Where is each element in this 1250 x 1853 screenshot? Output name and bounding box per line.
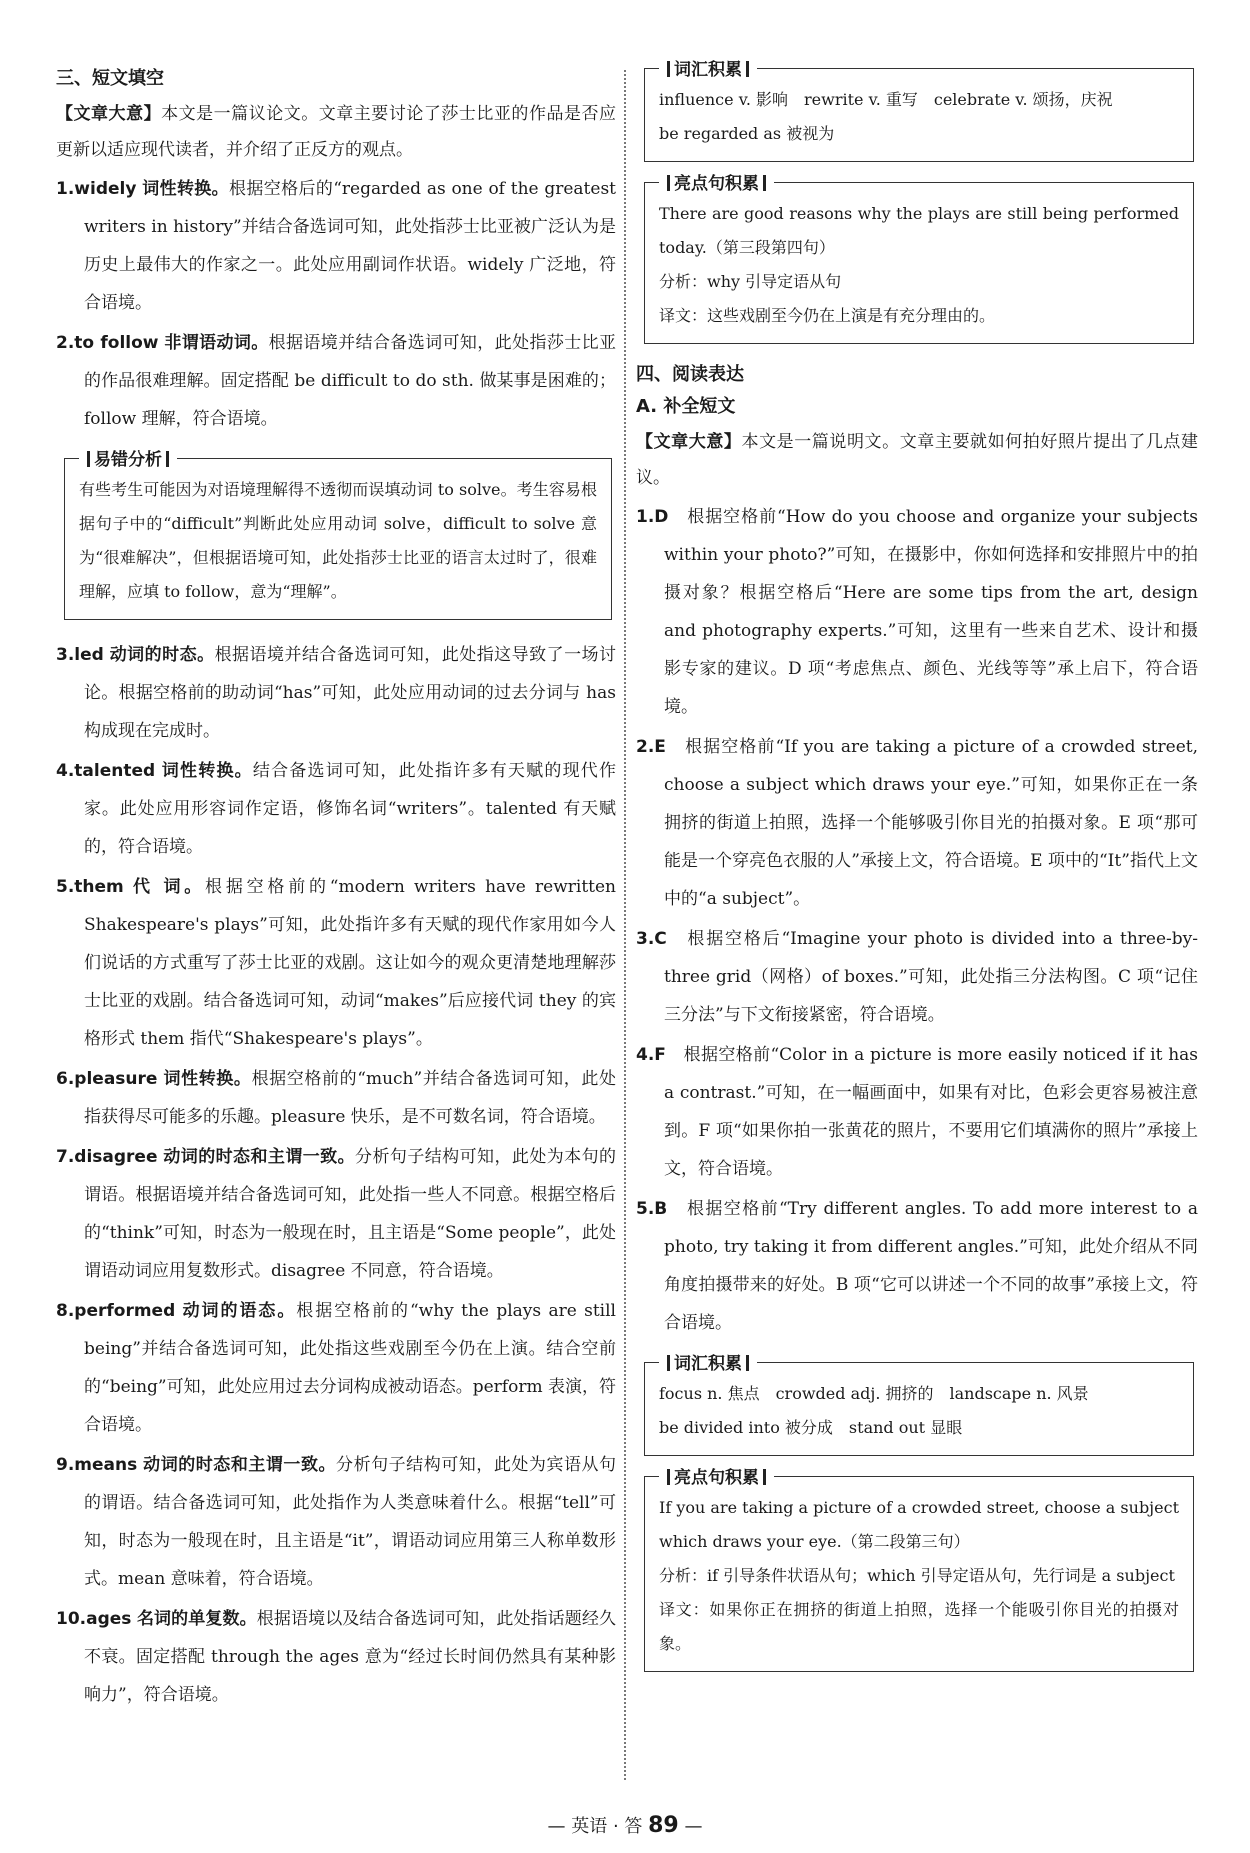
answer-item [56, 868, 616, 1058]
footer-prefix: — 英语 · 答 [547, 1816, 643, 1837]
error-analysis-title: 易错分析 [79, 445, 177, 470]
section-title-cloze: 三、短文填空 [56, 68, 164, 89]
vocab-line: be regarded as 被视为 [659, 124, 835, 143]
answer-text: 根据空格前“Try different angles. To add more interest to a photo, try taking it from different angles.”可知，此处介绍从不同角度拍摄带来的好处。B 项“它可以讲述一个不同的故事”承接上文，符合语境。 [664, 1199, 1198, 1333]
page-number: 89 [648, 1813, 679, 1838]
answer-number: 6.pleasure [56, 1069, 158, 1089]
vocab-line: influence v. 影响 rewrite v. 重写 celebrate v. 颂扬，庆祝 [659, 90, 1113, 109]
answer-number: 5.B [636, 1199, 668, 1219]
answer-text: 根据空格前的“why the plays are still being”并结合备选词可知，此处指这些戏剧至今仍在上演。结合空前的“being”可知，此处应用过去分词构成被动语态。perform 表演，符合语境。 [84, 1301, 616, 1435]
subsection-title: A. 补全短文 [636, 396, 736, 417]
answer-number: 3.C [636, 929, 667, 949]
answer-number: 9.means [56, 1455, 138, 1475]
answer-text: 根据空格前“How do you choose and organize your subjects within your photo?”可知，在摄影中，你如何选择和安排照片中的拍摄对象？根据空格后“Here are some tips from the art, design and photography experts.”可知，这里有一些来自艺术、设计和摄影专家的建议。D 项“考虑焦点、颜色、光线等等”承上启下，符合语境。 [664, 507, 1198, 717]
vocab-line: focus n. 焦点 crowded adj. 拥挤的 landscape n. 风景 [659, 1384, 1089, 1403]
answer-text: 分析句子结构可知，此处为宾语从句的谓语。结合备选词可知，此处指作为人类意味着什么。根据“tell”可知，时态为一般现在时，且主语是“it”，谓语动词应用第三人称单数形式。mean 意味着，符合语境。 [84, 1455, 617, 1589]
answer-number: 4.F [636, 1045, 666, 1065]
answer-number: 5.them [56, 877, 124, 897]
summary-text: 本文是一篇说明文。文章主要就如何拍好照片提出了几点建议。 [636, 432, 1198, 488]
answer-number: 10.ages [56, 1609, 132, 1629]
answer-list-3 [636, 498, 1198, 1342]
answer-number: 2.to follow [56, 333, 159, 353]
section-title-reading: 四、阅读表达 [636, 364, 744, 385]
answer-item [56, 752, 616, 866]
answer-number: 2.E [636, 737, 666, 757]
answer-item [56, 1060, 616, 1136]
vocab-line: be divided into 被分成 stand out 显眼 [659, 1418, 963, 1437]
highlight-sentence-box-2 [644, 1468, 1194, 1672]
column-divider [624, 70, 626, 1780]
answer-list-1 [56, 170, 616, 438]
vocab-box-2 [644, 1354, 1194, 1456]
answer-tag: 非谓语动词。 [164, 333, 269, 353]
answer-text: 根据语境并结合备选词可知，此处指莎士比亚的作品很难理解。固定搭配 be difficult to do sth. 做某事是困难的；follow 理解，符合语境。 [84, 333, 617, 429]
highlight-sentence-box-1 [644, 174, 1194, 344]
answer-item [56, 170, 616, 322]
summary-label: 【文章大意】 [56, 104, 162, 124]
answer-tag: 名词的单复数。 [136, 1609, 257, 1629]
answer-item [56, 324, 616, 438]
summary-text: 本文是一篇议论文。文章主要讨论了莎士比亚的作品是否应更新以适应现代读者，并介绍了正反方的观点。 [56, 104, 617, 160]
highlight-box-1-title: 亮点句积累 [659, 169, 774, 194]
highlight-sentence: There are good reasons why the plays are still being performed today.（第三段第四句） [659, 204, 1179, 257]
answer-tag: 代 词。 [132, 877, 206, 897]
answer-item [636, 1036, 1198, 1188]
answer-number: 3.led [56, 645, 104, 665]
left-column [56, 60, 616, 1716]
answer-item [56, 1600, 616, 1714]
vocab-box-1 [644, 60, 1194, 162]
answer-text: 根据空格前的“modern writers have rewritten Shakespeare's plays”可知，此处指许多有天赋的现代作家用如今人们说话的方式重写了莎士比亚的戏剧。这让如今的观众更清楚地理解莎士比亚的戏剧。结合备选词可知，动词“makes”后应接代词 they 的宾格形式 them 指代“Shakespeare's plays”。 [84, 877, 617, 1049]
answer-item [636, 920, 1198, 1034]
sentence-translation: 译文：这些戏剧至今仍在上演是有充分理由的。 [659, 306, 996, 325]
answer-item [636, 728, 1198, 918]
answer-text: 分析句子结构可知，此处为本句的谓语。根据语境并结合备选词可知，此处指一些人不同意。根据空格后的“think”可知，时态为一般现在时，且主语是“Some people”，此处谓语动词应用复数形式。disagree 不同意，符合语境。 [84, 1147, 617, 1281]
answer-tag: 动词的时态和主谓一致。 [143, 1455, 337, 1475]
answer-tag: 动词的时态和主谓一致。 [163, 1147, 356, 1167]
answer-number: 8.performed [56, 1301, 176, 1321]
summary-paragraph [636, 424, 1198, 496]
answer-text: 根据空格后“Imagine your photo is divided into a three-by-three grid（网格）of boxes.”可知，此处指三分法构图。C 项“记住三分法”与下文衔接紧密，符合语境。 [664, 929, 1198, 1025]
answer-text: 根据语境并结合备选词可知，此处指这导致了一场讨论。根据空格前的助动词“has”可知，此处应用动词的过去分词与 has 构成现在完成时。 [84, 645, 617, 741]
answer-tag: 词性转换。 [163, 1069, 252, 1089]
vocab-box-2-title: 词汇积累 [659, 1349, 757, 1374]
highlight-sentence: If you are taking a picture of a crowded street, choose a subject which draws your eye.（第二段第三句） [659, 1498, 1179, 1551]
answer-item [636, 1190, 1198, 1342]
sentence-translation: 译文：如果你正在拥挤的街道上拍照，选择一个能吸引你目光的拍摄对象。 [659, 1600, 1179, 1653]
right-column [636, 60, 1198, 1688]
answer-number: 1.D [636, 507, 669, 527]
answer-number: 7.disagree [56, 1147, 158, 1167]
sentence-analysis: 分析：if 引导条件状语从句；which 引导定语从句，先行词是 a subject [659, 1566, 1175, 1585]
highlight-box-2-title: 亮点句积累 [659, 1463, 774, 1488]
answer-item [56, 636, 616, 750]
sentence-analysis: 分析：why 引导定语从句 [659, 272, 842, 291]
error-analysis-text: 有些考生可能因为对语境理解得不透彻而误填动词 to solve。考生容易根据句子中的“difficult”判断此处应用动词 solve，difficult to solve 意为“很难解决”，但根据语境可知，此处指莎士比亚的语言太过时了，很难理解，应填 to follow，意为“理解”。 [79, 480, 597, 601]
answer-tag: 动词的时态。 [109, 645, 215, 665]
answer-tag: 动词的语态。 [182, 1301, 297, 1321]
answer-item [636, 498, 1198, 726]
answer-item [56, 1138, 616, 1290]
answer-text: 根据空格前“Color in a picture is more easily noticed if it has a contrast.”可知，在一幅画面中，如果有对比，色彩会更容易被注意到。F 项“如果你拍一张黄花的照片，不要用它们填满你的照片”承接上文，符合语境。 [664, 1045, 1199, 1179]
answer-text: 结合备选词可知，此处指许多有天赋的现代作家。此处应用形容词作定语，修饰名词“writers”。talented 有天赋的，符合语境。 [84, 761, 617, 857]
answer-item [56, 1446, 616, 1598]
error-analysis-box [64, 450, 612, 620]
answer-number: 4.talented [56, 761, 156, 781]
summary-paragraph [56, 96, 616, 168]
answer-list-2 [56, 636, 616, 1714]
summary-label: 【文章大意】 [636, 432, 742, 452]
answer-text: 根据空格前的“much”并结合备选词可知，此处指获得尽可能多的乐趣。pleasure 快乐，是不可数名词，符合语境。 [84, 1069, 617, 1127]
answer-tag: 词性转换。 [161, 761, 253, 781]
answer-text: 根据语境以及结合备选词可知，此处指话题经久不衰。固定搭配 through the ages 意为“经过长时间仍然具有某种影响力”，符合语境。 [84, 1609, 617, 1705]
footer-suffix: — [684, 1816, 703, 1837]
vocab-box-1-title: 词汇积累 [659, 55, 757, 80]
answer-number: 1.widely [56, 179, 137, 199]
answer-tag: 词性转换。 [142, 179, 230, 199]
page-footer [0, 1812, 1250, 1838]
answer-text: 根据空格前“If you are taking a picture of a crowded street, choose a subject which draws your eye.”可知，如果你正在一条拥挤的街道上拍照，选择一个能够吸引你目光的拍摄对象。E 项“那可能是一个穿亮色衣服的人”承接上文，符合语境。E 项中的“It”指代上文中的“a subject”。 [664, 737, 1198, 909]
answer-item [56, 1292, 616, 1444]
answer-text: 根据空格后的“regarded as one of the greatest writers in history”并结合备选词可知，此处指莎士比亚被广泛认为是历史上最伟大的作家之一。此处应用副词作状语。widely 广泛地，符合语境。 [84, 179, 617, 313]
